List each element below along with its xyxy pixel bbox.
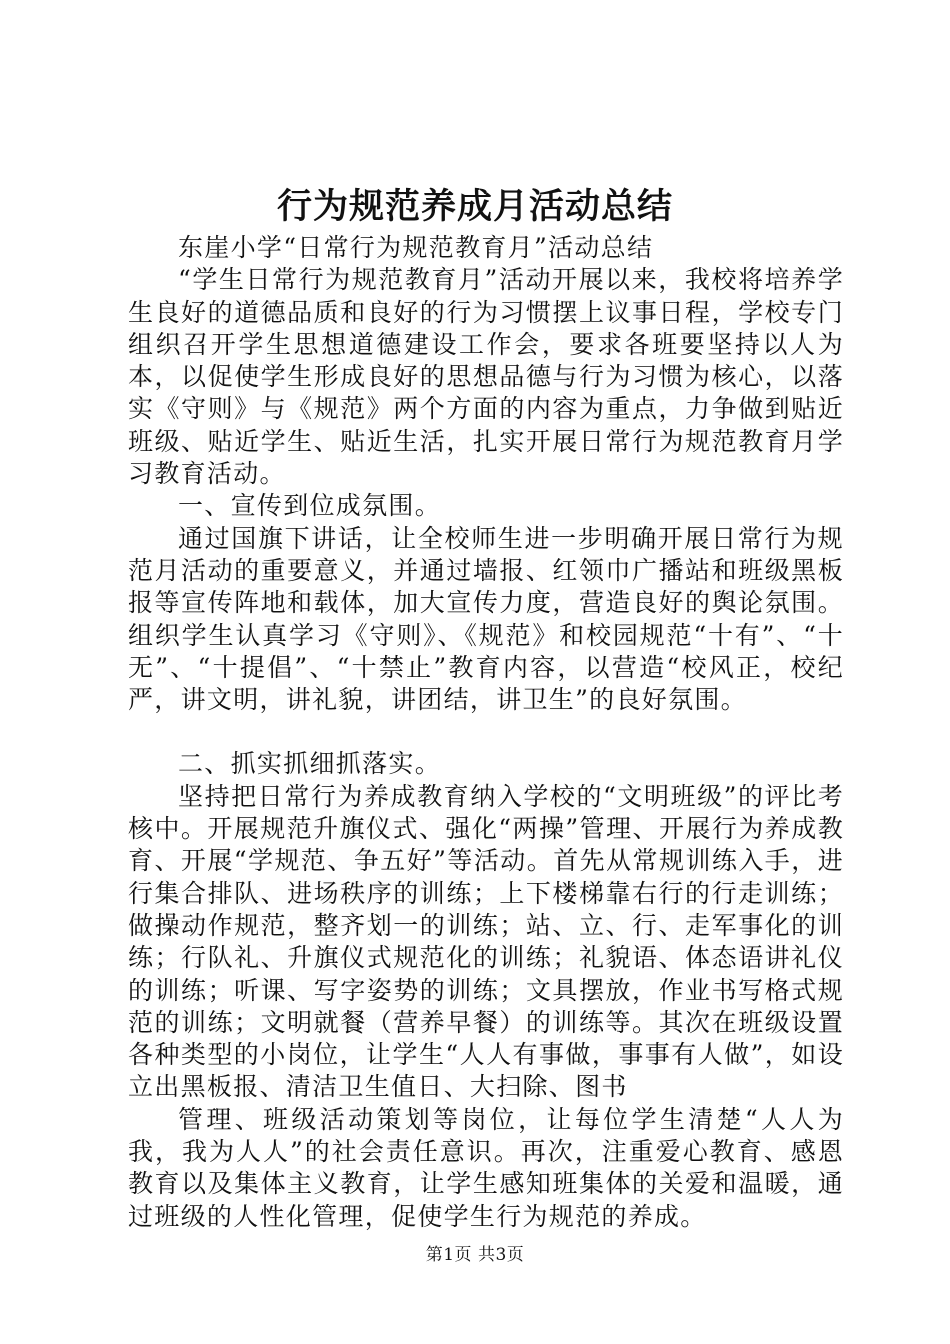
subtitle-paragraph: 东崖小学“日常行为规范教育月”活动总结 — [178, 233, 654, 262]
section-heading-2: 二、抓实抓细抓落实。 — [178, 749, 442, 779]
document-body — [128, 232, 844, 1233]
section-2-continuation-paragraph: 管理、班级活动策划等岗位，让每位学生清楚“人人为我，我为人人”的社会责任意识。再次，注重爱心教育、感恩教育以及集体主义教育，让学生感知班集体的关爱和温暖，通过班级的人性化管理，促使学生行为规范的养成。 — [128, 1104, 844, 1231]
page-number-footer: 第1页 共3页 — [425, 1245, 525, 1265]
section-1-paragraph: 通过国旗下讲话，让全校师生进一步明确开展日常行为规范月活动的重要意义，并通过墙报、红领巾广播站和班级黑板报等宣传阵地和载体，加大宣传力度，营造良好的舆论氛围。组织学生认真学习《守则》、《规范》和校园规范“十有”、“十无”、“十提倡”、“十禁止”教育内容，以营造“校风正，校纪严，讲文明，讲礼貌，讲团结，讲卫生”的良好氛围。 — [128, 523, 844, 715]
document-title: 行为规范养成月活动总结 — [276, 186, 673, 227]
section-2-paragraph: 坚持把日常行为养成教育纳入学校的“文明班级”的评比考核中。开展规范升旗仪式、强化“两操”管理、开展行为养成教育、开展“学规范、争五好”等活动。首先从常规训练入手，进行集合排队、进场秩序的训练；上下楼梯靠右行的行走训练；做操动作规范，整齐划一的训练；站、立、行、走军事化的训练；行队礼、升旗仪式规范化的训练；礼貌语、体态语讲礼仪的训练；听课、写字姿势的训练；文具摆放，作业书写格式规范的训练；文明就餐（营养早餐）的训练等。其次在班级设置各种类型的小岗位，让学生“人人有事做，事事有人做”，如设立出黑板报、清洁卫生值日、大扫除、图书 — [128, 781, 844, 1102]
intro-paragraph: “学生日常行为规范教育月”活动开展以来，我校将培养学生良好的道德品质和良好的行为习惯摆上议事日程，学校专门组织召开学生思想道德建设工作会，要求各班要坚持以人为本，以促使学生形成良好的思想品德与行为习惯为核心，以落实《守则》与《规范》两个方面的内容为重点，力争做到贴近班级、贴近学生、贴近生活，扎实开展日常行为规范教育月学习教育活动。 — [128, 265, 844, 489]
section-heading-1: 一、宣传到位成氛围。 — [178, 491, 442, 521]
